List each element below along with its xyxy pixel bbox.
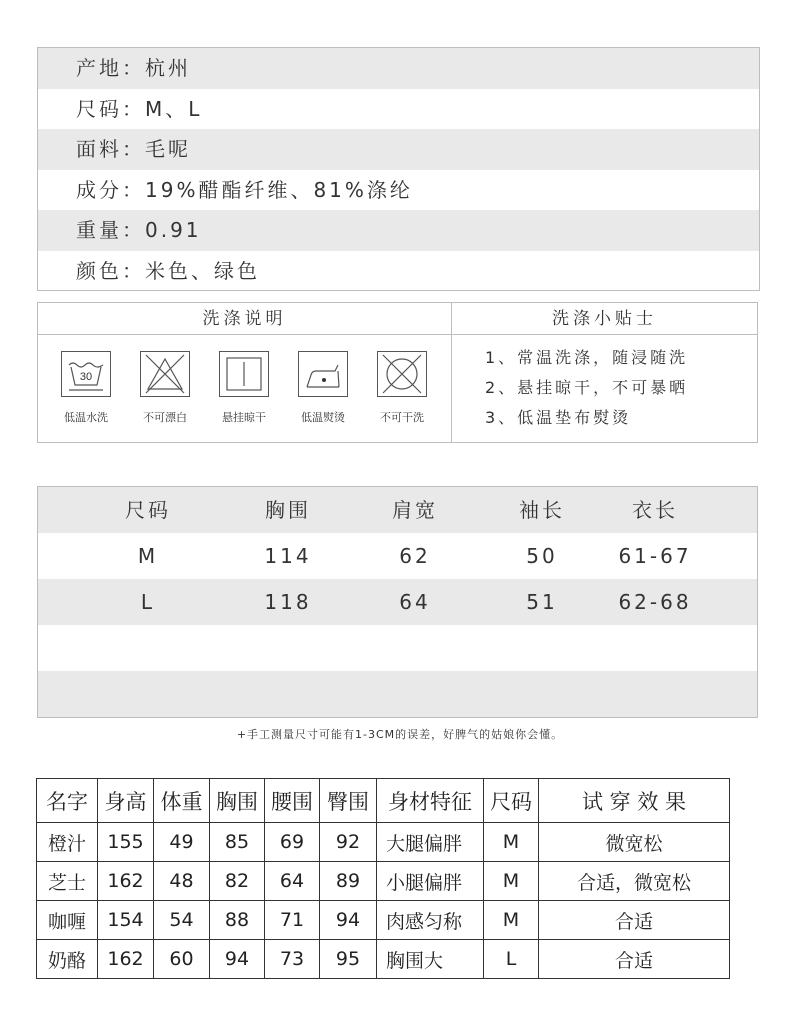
size-header: 肩宽 [392,498,438,522]
tip-item: 3、低温垫布熨烫 [485,408,632,427]
info-label: 面料： [76,137,145,161]
wash-symbol [130,351,200,425]
fit-cell: 64 [265,862,320,901]
fit-header: 身高 [98,779,154,823]
fit-header: 体重 [154,779,210,823]
fit-cell: M [484,901,539,940]
wash-instructions-title: 洗涤说明 [38,303,451,335]
size-row-empty [38,625,757,671]
no-dry-clean-icon [377,351,427,397]
wash-symbol [367,351,437,425]
size-header-row [38,487,757,533]
fit-cell: 54 [154,901,210,940]
size-chart [37,486,758,718]
fit-cell: L [484,940,539,979]
fit-cell: M [484,823,539,862]
size-cell: 118 [264,590,312,614]
fit-cell: 咖喱 [37,901,98,940]
fit-cell: 71 [265,901,320,940]
wash-label: 低温水洗 [64,411,108,424]
fit-row [37,901,730,940]
info-label: 尺码： [76,96,145,121]
info-size [38,89,759,130]
wash-tips-title: 洗涤小贴士 [452,303,757,335]
size-cell: 64 [399,590,431,614]
size-cell: 51 [526,590,558,614]
product-info [37,47,760,291]
fit-row [37,862,730,901]
measurement-note: +手工测量尺寸可能有1-3CM的误差，好脾气的姑娘你会懂。 [236,728,564,741]
fit-header: 尺码 [484,779,539,823]
size-cell: 61-67 [618,544,692,568]
fit-cell: 胸围大 [377,940,484,979]
wash-symbol [209,351,279,425]
fit-cell: 162 [98,940,154,979]
hang-dry-icon [219,351,269,397]
fit-cell: 154 [98,901,154,940]
info-value: M、L [145,96,203,121]
info-value: 19%醋酯纤维、81%涤纶 [145,177,413,202]
size-cell: L [140,590,156,614]
info-label: 颜色： [76,258,145,283]
fit-cell: 芝士 [37,862,98,901]
info-label: 重量： [76,218,145,242]
wash-tips [485,343,688,433]
fit-cell: 94 [210,940,265,979]
fit-cell: 60 [154,940,210,979]
size-row-empty [38,671,757,717]
wash-label: 不可干洗 [380,411,424,424]
size-row [38,533,757,579]
fit-header-row [37,779,730,823]
fit-cell: 73 [265,940,320,979]
fit-cell: 92 [320,823,377,862]
fit-cell: 162 [98,862,154,901]
tip-item: 2、悬挂晾干，不可暴晒 [485,378,689,397]
info-value: 米色、绿色 [145,258,260,283]
info-composition [38,170,759,211]
info-label: 产地： [76,56,145,80]
fit-cell: 微宽松 [539,823,730,862]
info-value: 杭州 [145,56,191,80]
fit-cell: 肉感匀称 [377,901,484,940]
fit-cell: 94 [320,901,377,940]
size-row [38,579,757,625]
size-cell: M [137,544,159,568]
fit-cell: 85 [210,823,265,862]
fit-cell: 合适 [539,940,730,979]
wash-symbol [51,351,121,425]
fit-row [37,940,730,979]
size-header: 胸围 [265,498,311,522]
care-box [37,302,758,443]
info-weight [38,210,759,251]
size-cell: 50 [526,544,558,568]
fit-cell: 48 [154,862,210,901]
info-color [38,251,759,292]
care-divider [451,303,452,442]
fit-cell: 合适 [539,901,730,940]
info-fabric [38,129,759,170]
wash-label: 低温熨烫 [301,411,345,424]
low-iron-icon [298,351,348,397]
fit-row [37,823,730,862]
info-value: 毛呢 [145,137,191,161]
fit-header: 腰围 [265,779,320,823]
fit-cell: 89 [320,862,377,901]
fit-cell: 95 [320,940,377,979]
size-header: 袖长 [519,498,565,522]
fit-header: 试 穿 效 果 [539,779,730,823]
fit-cell: M [484,862,539,901]
size-cell: 62 [399,544,431,568]
fit-header: 身材特征 [377,779,484,823]
fit-header: 胸围 [210,779,265,823]
fit-cell: 奶酪 [37,940,98,979]
info-label: 成分： [76,177,145,202]
no-bleach-icon [140,351,190,397]
fit-cell: 49 [154,823,210,862]
info-origin [38,48,759,89]
wash-symbol [288,351,358,425]
fit-header: 名字 [37,779,98,823]
fit-cell: 88 [210,901,265,940]
fit-cell: 合适，微宽松 [539,862,730,901]
size-header: 尺码 [125,498,171,522]
fit-table [36,778,730,979]
fit-cell: 橙汁 [37,823,98,862]
wash-label: 不可漂白 [143,411,187,424]
fit-cell: 小腿偏胖 [377,862,484,901]
size-header: 衣长 [632,498,678,522]
tip-item: 1、常温洗涤，随浸随洗 [485,348,689,367]
fit-header: 臀围 [320,779,377,823]
fit-cell: 69 [265,823,320,862]
size-cell: 114 [264,544,312,568]
wash-label: 悬挂晾干 [222,411,266,424]
fit-cell: 大腿偏胖 [377,823,484,862]
size-cell: 62-68 [618,590,692,614]
fit-cell: 82 [210,862,265,901]
wash-temperature: 30 [79,371,93,383]
wash-30-icon [61,351,111,397]
info-value: 0.91 [145,218,202,242]
fit-cell: 155 [98,823,154,862]
